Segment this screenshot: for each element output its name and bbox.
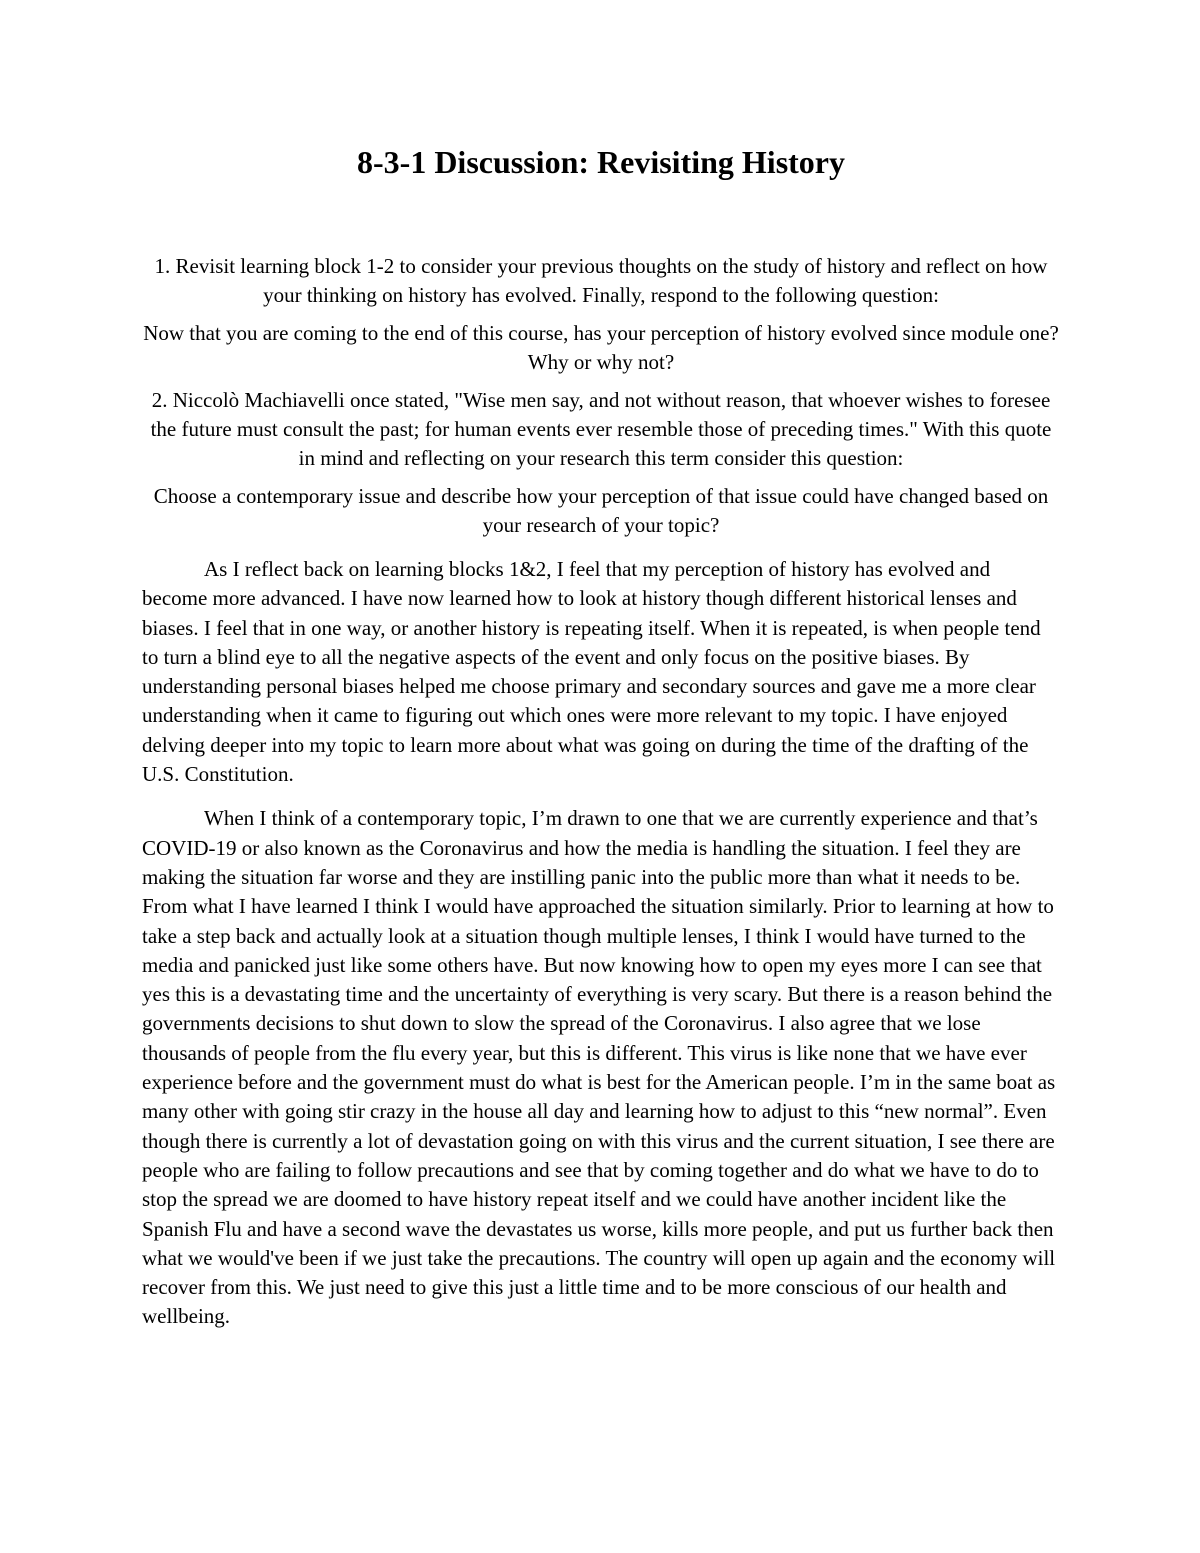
question-1: 1. Revisit learning block 1-2 to consider your previous thoughts on the study of history and reflect on how your thinking on history has evolved. Finally, respond to the following question: [154, 254, 1048, 307]
question-2: 2. Niccolò Machiavelli once stated, "Wise men say, and not without reason, that whoever wishes to foresee the future must consult the past; for human events ever resemble those of preceding times." With this quote in mind and reflecting on your research this term consider this question: [150, 388, 1052, 470]
question-2-prompt: Choose a contemporary issue and describe how your perception of that issue could have changed based on your research of your topic? [153, 484, 1049, 537]
document-title: 8-3-1 Discussion: Revisiting History [357, 144, 845, 180]
question-1-prompt: Now that you are coming to the end of this course, has your perception of history evolved since module one? Why or why not? [143, 321, 1059, 374]
response-paragraph-2: When I think of a contemporary topic, I’m drawn to one that we are currently experience and that’s COVID-19 or also known as the Coronavirus and how the media is handling the situation. I feel they are making the situation far worse and they are instilling panic into the public more than what it needs to be. From what I have learned I think I would have approached the situation similarly. Prior to learning at how to take a step back and actually look at a situation though multiple lenses, I think I would have turned to the media and panicked just like some others have. But now knowing how to open my eyes more I can see that yes this is a devastating time and the uncertainty of everything is very scary. But there is a reason behind the governments decisions to shut down to slow the spread of the Coronavirus. I also agree that we lose thousands of people from the flu every year, but this is different. This virus is like none that we have ever experience before and the government must do what is best for the American people. I’m in the same boat as many other with going stir crazy in the house all day and learning how to adjust to this “new normal”. Even though there is currently a lot of devastation going on with this virus and the current situation, I see there are people who are failing to follow precautions and see that by coming together and do what we have to do to stop the spread we are doomed to have history repeat itself and we could have another incident like the Spanish Flu and have a second wave the devastates us worse, kills more people, and put us further back then what we would've been if we just take the precautions. The country will open up again and the economy will recover from this. We just need to give this just a little time and to be more conscious of our health and wellbeing. [142, 806, 1056, 1329]
response-paragraph-1: As I reflect back on learning blocks 1&2, I feel that my perception of history has evolved and become more advanced. I have now learned how to look at history though different historical lenses and biases. I feel that in one way, or another history is repeating itself. When it is repeated, is when people tend to turn a blind eye to all the negative aspects of the event and only focus on the positive biases. By understanding personal biases helped me choose primary and secondary sources and gave me a more clear understanding when it came to figuring out which ones were more relevant to my topic. I have enjoyed delving deeper into my topic to learn more about what was going on during the time of the drafting of the U.S. Constitution. [142, 557, 1041, 787]
document-page [142, 140, 1060, 1332]
